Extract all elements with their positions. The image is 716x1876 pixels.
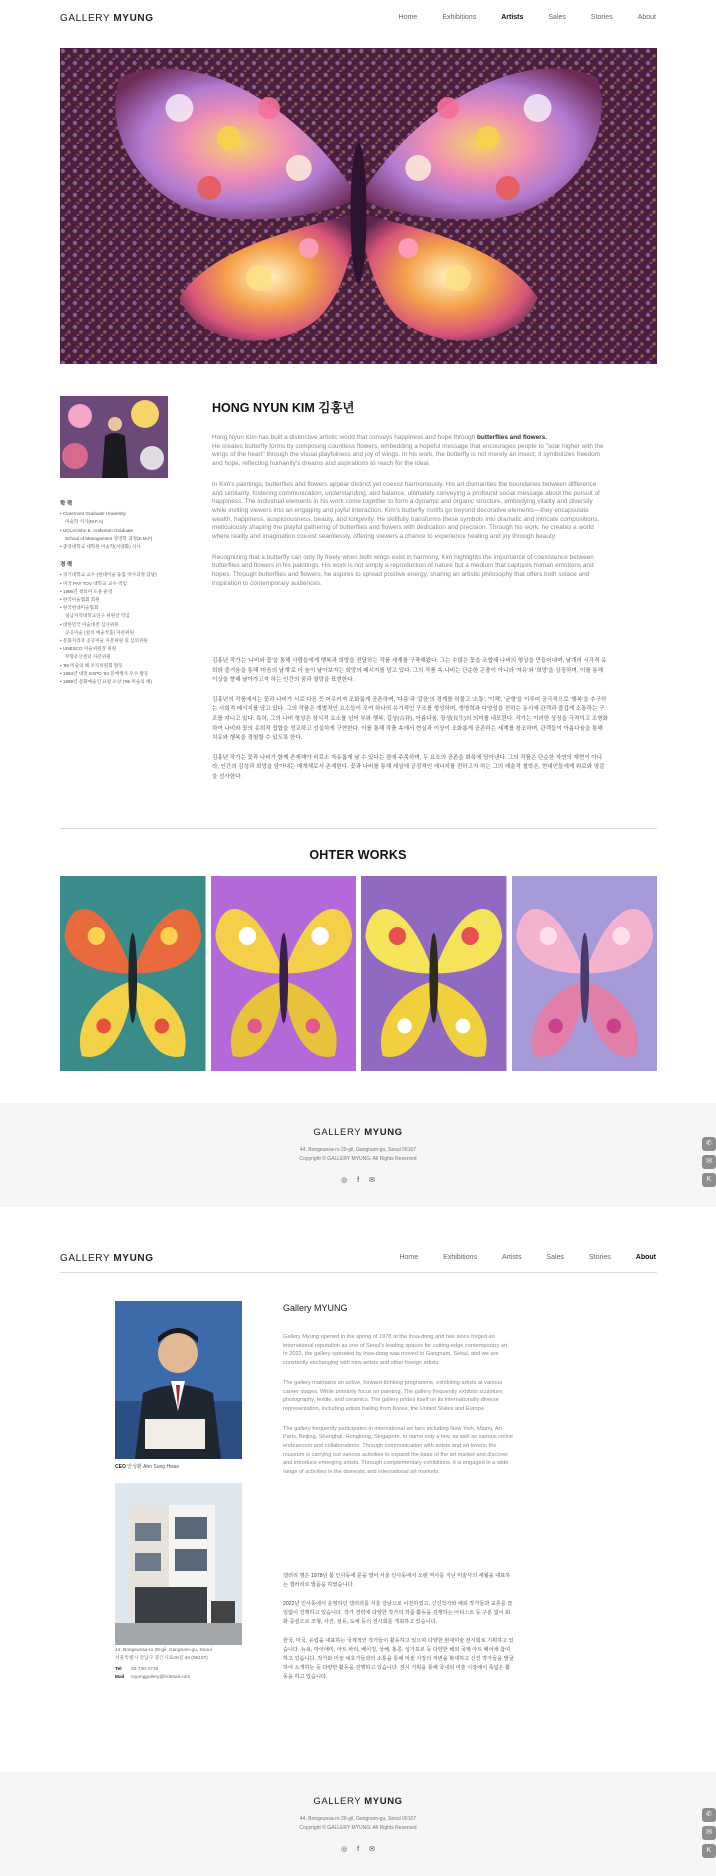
main-nav — [374, 14, 656, 21]
artwork-thumbnail[interactable] — [211, 876, 357, 1071]
career-item: 공공미술 (설치 예술작품) 자문위원 — [65, 629, 135, 635]
instagram-icon[interactable]: ◎ — [341, 1846, 348, 1853]
ceo-portrait-image — [115, 1301, 242, 1459]
tel-row: Tel 02-720-4719 — [115, 1667, 159, 1672]
butterfly-artwork-image — [361, 876, 507, 1071]
description-paragraph: In Kim's paintings, butterflies and flowers appear distinct yet coexist harmoniously. His art dismantles the boundaries between difference and similarity, fostering communication, understanding, and balance, ultimately conveying a profound social message about the pursuit of happiness. The individual elements in his work come together to form a dynamic and organic structure, embodying vitality and diversity while inviting viewers into an engaging and joyful interaction. Kim's butterfly motifs go beyond decorative elements—they encapsulate wealth, happiness, auspiciousness, beauty, and longevity. He skillfully transforms these symbols into dramatic and intricate compositions, meticulously shaping the playful gathering of butterflies and flowers with dedication and precision. Through his work, he creates a world where reality and imagination coexist seamlessly, offering viewers a chance to experience healing and joy through beauty. — [212, 480, 600, 541]
career-item: • 대한민국 미술대전 심사위원 — [60, 621, 119, 627]
other-works-title: OHTER WORKS — [309, 848, 407, 862]
chat-icon[interactable]: ✉ — [702, 1155, 716, 1169]
nav-stories[interactable]: Stories — [588, 1254, 611, 1261]
education-item: • 중앙대학교 대학원 미술학(서양화) 석사 — [60, 544, 141, 550]
about-paragraph: The gallery maintains an active, forward-thinking programme, exhibiting artists at various career stages. While primarily focus on painting. The gallery frequently exhibits sculpture, photography, textile, and ceramics. The gallery prides itself on its internationally diverse representation, including artists hailing from Korea, the United States and Europe. — [283, 1379, 504, 1412]
description-paragraph: 김홍년 작가는 '나비와 꽃'을 통해 사람들에게 행복과 희망을 전달하는 작품 세계를 구축해왔다. 그는 수많은 꽃을 조합해 나비의 형상을 만들어내며, 날개의 시각적 유희와 즐거움을 통해 '마음의 날개'로 더 높이 날아보자는 희망의 메시지를 담고 있다. 그의 작품 속 나비는 단순한 곤충이 아니라 '자유'와 '희망'을 상징하며, 이를 통해 이상을 향해 날아가고자 하는 인간의 꿈과 열망을 표현한다. — [212, 658, 607, 684]
butterfly-artwork-image — [512, 876, 658, 1071]
gallery-logo[interactable]: GALLERY MYUNG — [60, 13, 154, 24]
gallery-logo[interactable]: GALLERY MYUNG — [60, 1253, 154, 1264]
artist-sidebar — [60, 494, 180, 686]
career-item: • 문화지리축 공공미술 자문위원 및 심의위원 — [60, 638, 148, 644]
butterfly-artwork-image — [60, 876, 206, 1071]
nav-exhibitions[interactable]: Exhibitions — [442, 14, 477, 21]
floating-contact-buttons — [702, 1137, 716, 1187]
about-paragraph: 한국, 미국, 유럽을 대표하는 국제적인 작가들이 활동하고 있으며 다양한 현대미술 전시회로 기획하고 있습니다. 뉴욕, 마이애미, 아트 파리, 베이징, 상해, 홍콩, 싱가포르 등 다양한 해외 국제 아트 페어에 참여하고 있습니다. 작가와 미술 애호가들과의 소통을 통해 미술 시장의 저변을 확대하고 신진 작가들을 발굴하여 소개하는 등 다양한 활동을 진행하고 있습니다. 전시 기획을 통해 국내외 미술 시장에서 폭넓은 활동을 하고 있습니다. — [283, 1638, 514, 1680]
floating-contact-buttons — [702, 1808, 716, 1858]
address-en: 44, Bongeunsa-ro 29-gil, Gangnam-gu, Seoul — [115, 1648, 212, 1653]
artist-description-en — [212, 434, 608, 601]
artist-title: HONG NYUN KIM 김홍년 — [212, 401, 355, 415]
artwork-thumbnail[interactable] — [361, 876, 507, 1071]
mail-icon[interactable]: ✉ — [369, 1177, 375, 1184]
about-title: Gallery MYUNG — [283, 1303, 348, 1313]
description-paragraph: Recognizing that a butterfly can only fly freely when both wings exist in harmony, Kim highlights the importance of coexistence between butterflies and flowers in his paintings. His work is not simply a reproduction of nature but a medium that captures human emotions and hopes. Through butterflies and flowers, he aspires to spread positive energy, sharing an artistic philosophy that offers both solace and inspiration to contemporary audiences. — [212, 553, 594, 587]
footer-address: 44, Bongeunsa-ro 29-gil, Gangnam-gu, Seoul 06107 — [299, 1816, 417, 1822]
artist-photo-image — [60, 396, 168, 478]
mail-row: Mail myunggallery@hotmail.com — [115, 1674, 191, 1680]
about-paragraph: 갤러리 명은 1978년 봄 인사동에 문을 열어 서울 인사동에서 오랜 역사를 지닌 미술사의 세월을 대표하는 갤러리로 발돋움 하였습니다. — [283, 1573, 511, 1588]
career-item: • 경기대학교 교수 (현대미술 융합 박사과정 담당) — [60, 572, 157, 578]
nav-exhibitions[interactable]: Exhibitions — [443, 1254, 478, 1261]
nav-home[interactable]: Home — [398, 14, 418, 21]
facebook-icon[interactable]: f — [357, 1846, 360, 1853]
education-item: School of Management 경영학 과정(E.M.F) — [65, 535, 153, 541]
artwork-thumbnail[interactable] — [60, 876, 206, 1071]
other-works-gallery — [60, 876, 657, 1071]
footer-social-icons — [0, 1176, 716, 1184]
facebook-icon[interactable]: f — [357, 1177, 360, 1184]
hero-artwork — [60, 48, 657, 364]
ceo-caption: CEO 안성환 Ahn Sung Hwan — [115, 1464, 180, 1470]
address-ko: 서울특별시 강남구 봉은사로29길 44 (06107) — [115, 1655, 208, 1661]
artist-description-ko — [212, 657, 608, 793]
main-nav — [374, 1254, 656, 1261]
career-item: • 미국 PAY TOV 대학교 교수 역임 — [60, 580, 127, 586]
career-heading: 경 력 — [60, 562, 73, 569]
about-paragraph: Gallery Myung opened in the spring of 1978 at the Insa-dong and has since forged an international reputation as one of Seoul's leading spaces for cutting-edge contemporary art. In 2022, the gallery operated by Insa-dong was moved to Gangnam, Seoul, and we are constantly exchanging with new artists and other foreign artists. — [283, 1334, 509, 1367]
career-item: 성남지역대학교연구 위원장 역임 — [65, 613, 130, 619]
instagram-icon[interactable]: ◎ — [341, 1177, 348, 1184]
nav-about[interactable]: About — [637, 14, 656, 21]
header-divider — [60, 1272, 657, 1273]
section-divider — [60, 828, 657, 829]
about-description-en — [283, 1333, 515, 1488]
nav-about[interactable]: About — [635, 1254, 656, 1261]
footer-logo[interactable]: GALLERY MYUNG — [313, 1127, 403, 1138]
nav-stories[interactable]: Stories — [590, 14, 613, 21]
footer-address: 44, Bongeunsa-ro 29-gil, Gangnam-gu, Seoul 06107 — [299, 1147, 417, 1153]
tel-value[interactable]: 02-720-4719 — [131, 1667, 159, 1672]
education-item: • UCLA/John E. Anderson Graduate — [60, 527, 134, 533]
mail-icon[interactable]: ✉ — [369, 1846, 375, 1853]
education-item: • Claremont Graduate University — [60, 511, 126, 517]
footer-copyright: Copyright © GALLERY MYUNG. All Rights Reserved — [299, 1156, 417, 1162]
footer-social-icons — [0, 1845, 716, 1853]
about-paragraph: 2022년 인사동에서 운영하던 갤러리를 서울 강남으로 이전하였고, 신진작가와 해외 작가들과 교류를 끊임없이 진행하고 있습니다. 작가 경력에 다양한 작가의 작품 활동을 진행하는 아티스트 등 구분 없이 회화 중심으로 조형, 사진, 섬유, 도예 등의 전시회를 개최하고 있습니다. — [283, 1601, 513, 1625]
building-image — [115, 1483, 242, 1645]
butterfly-artwork-image — [211, 876, 357, 1071]
career-item: • 1999년 문화예술인 표창 포상 ('95 미술의 해) — [60, 679, 152, 685]
phone-icon[interactable]: ✆ — [702, 1137, 716, 1151]
ceo-photo — [115, 1301, 242, 1459]
about-description-ko — [283, 1572, 515, 1692]
top-header — [0, 0, 716, 38]
description-paragraph: 김홍년 작가는 꽃과 나비가 함께 존재해야 비로소 자유롭게 날 수 있다는 점에 주목하며, 두 요소의 공존을 화폭에 담아낸다. 그의 작품은 단순한 자연의 재현이 아니라, 인간의 감성과 희망을 담아내는 매개체로서 존재한다. 꽃과 나비를 통해 세상에 긍정적인 에너지를 전하고자 하는 그의 예술적 철학은, 현대인들에게 위로와 영감을 선사한다. — [212, 754, 605, 780]
nav-artists[interactable]: Artists — [502, 1254, 522, 1261]
mail-value[interactable]: myunggallery@hotmail.com — [131, 1674, 191, 1680]
description-paragraph: 김홍년의 작품에서는 꽃과 나비가 서로 다른 듯 어우러져 조화롭게 공존하며, '다름'과 '같음'의 경계를 허물고 '소통', '이해', '균형'을 이루어 궁극적으로 '행복'을 추구하는 사회적 메시지를 담고 있다. 그의 작품은 개별적인 요소들이 모여 하나의 유기적인 구조를 형성하며, 생명력과 다양성을 전하는 동시에 관객과 즐겁게 소통하는 구조를 지니고 있다. 특히, 그의 나비 형상은 장식적 요소를 넘어 부와 행복, 길상(吉祥), 아름다움, 장생(長生)의 의미를 내포한다. 작가는 이러한 상징을 극적이고 조형화하여 나비와 꽃의 유희적 집합을 정교하고 성실하게 구현한다. 이를 통해 작품 속에서 현실과 이상이 조화롭게 공존하는 세계를 창조하며, 관객들이 아름다움을 통해 치유와 행복을 경험할 수 있도록 한다. — [212, 696, 609, 742]
career-item: • 한국현대미술협회 — [60, 605, 99, 611]
artist-photo — [60, 396, 168, 478]
about-contact-info — [115, 1647, 265, 1681]
career-item: 무형유산센터 자문위원 — [65, 654, 111, 660]
gallery-building-photo — [115, 1483, 242, 1645]
butterfly-artwork-image — [60, 48, 657, 364]
artwork-thumbnail[interactable] — [512, 876, 658, 1071]
description-paragraph: Hong Nyun Kim has built a distinctive artistic world that conveys happiness and hope through butterflies and flowers. He creates butterfly forms by composing countless flowers, embedding a hopeful message that encourages people to "soar higher with the wings of the heart" through the visual playfulness and joy of wings. In his work, the butterfly is not merely an insect; it symbolizes freedom and hope, reflecting humanity's dreams and aspirations to reach for the ideal. — [212, 434, 604, 468]
kakao-icon[interactable]: K — [702, 1844, 716, 1858]
education-heading: 학 력 — [60, 501, 73, 507]
career-item: • UNESCO 미술위원장 위원 — [60, 646, 117, 652]
nav-home[interactable]: Home — [399, 1254, 419, 1261]
career-item: • 1986년 결의미 도울 운영 — [60, 588, 113, 594]
phone-icon[interactable]: ✆ — [702, 1808, 716, 1822]
site-footer — [0, 1103, 716, 1207]
nav-sales[interactable]: Sales — [548, 14, 566, 21]
education-item: 미술학 석사(M.F.A) — [65, 519, 104, 525]
nav-sales[interactable]: Sales — [546, 1254, 564, 1261]
kakao-icon[interactable]: K — [702, 1173, 716, 1187]
chat-icon[interactable]: ✉ — [702, 1826, 716, 1840]
footer-logo[interactable]: GALLERY MYUNG — [313, 1796, 403, 1807]
nav-artists[interactable]: Artists — [501, 14, 524, 21]
career-item: • 1994년 대전 EXPO '94 문예행사 우수 활동 — [60, 670, 149, 676]
career-item: • '95 미술의 해 조직위원회 활동 — [60, 662, 123, 668]
site-footer — [0, 1772, 716, 1876]
about-paragraph: The gallery frequently participates in international art fairs including New York, Miami, Art Paris, Beijing, Shanghai, Hongkong, Singapore, to name only a few, as well as various online endeavours and collaborations. Through communication with artists and art lovers, the museum is carrying out various activities to expand the base of the art market and discover and introduce emerging artists. Through complementary exhibitions, it is engaged in a wide range of activities in the domestic and international art markets. — [283, 1425, 514, 1476]
career-item: • 한국미술협회 회원 — [60, 597, 100, 603]
footer-copyright: Copyright © GALLERY MYUNG. All Rights Reserved — [299, 1825, 417, 1831]
